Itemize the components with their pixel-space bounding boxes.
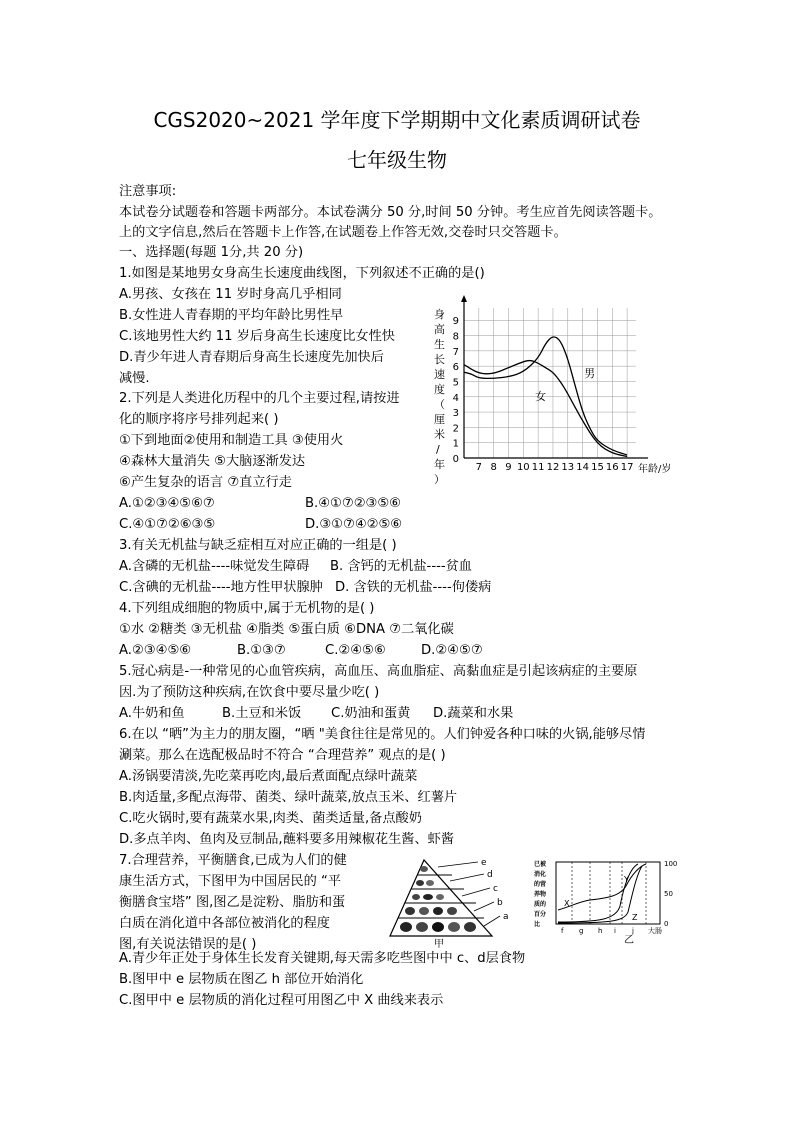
- digestion-xlabel: 大肠: [648, 927, 662, 935]
- digestion-xlabel: h: [598, 927, 603, 935]
- q6-stem-2: 涮菜。那么在选配极品时不符合 “合理营养” 观点的是( ): [119, 748, 446, 763]
- q4-option-a: A.②③④⑤⑥: [119, 643, 192, 658]
- notice-line-2: 上的文字信息,然后在答题卡上作答,在试题卷上作答无效,交卷时只交答题卡。: [119, 225, 567, 240]
- food-icon: [416, 880, 424, 886]
- q6-option-c: C.吃火锅时,要有蔬菜水果,肉类、菌类适量,备点酸奶: [119, 811, 422, 826]
- curve-y: [558, 864, 638, 922]
- label-leader: [450, 874, 484, 881]
- y-tick-label: 9: [452, 316, 459, 328]
- q4-stem: 4.下列组成细胞的物质中,属于无机物的是( ): [119, 601, 375, 616]
- q7-stem-2: 康生活方式，下图甲为中国居民的 “平: [119, 874, 342, 889]
- food-icon: [426, 880, 434, 886]
- q4-option-b: B.①③⑦: [237, 643, 286, 658]
- y-tick-label: 0: [452, 454, 459, 465]
- label-leader: [438, 862, 478, 867]
- q1-option-d: D.青少年进人青春期后身高生长速度先加快后: [119, 350, 384, 365]
- q5-stem-2: 因.为了预防这种疾病,在饮食中要尽量少吃( ): [119, 685, 380, 700]
- y-axis-arrow: [461, 295, 467, 302]
- y-tick-label: 5: [452, 377, 459, 389]
- q5-option-d: D.蔬菜和水果: [433, 706, 514, 721]
- digestion-xlabel: i: [614, 927, 616, 935]
- x-tick-label: 10: [516, 462, 530, 473]
- digestion-ytick: 50: [664, 890, 673, 898]
- y-tick-label: 1: [452, 438, 459, 450]
- pyramid-label: a: [503, 912, 509, 922]
- notice-line-1: 本试卷分试题卷和答题卡两部分。本试卷满分 50 分,时间 50 分钟。考生应首先阅读答题卡。: [119, 205, 662, 220]
- y-axis-title: 身高生长速度（厘米/年）: [434, 308, 445, 486]
- series-label-male: 男: [584, 366, 596, 380]
- food-pyramid-figure: [380, 856, 520, 948]
- q3-option-d: D. 含铁的无机盐----佝偻病: [335, 580, 492, 595]
- q4-option-d: D.②④⑤⑦: [421, 643, 483, 658]
- q1-option-a: A.男孩、女孩在 11 岁时身高几乎相同: [119, 287, 342, 302]
- q2-items-2: ④森林大量消失 ⑤大脑逐渐发达: [119, 454, 306, 469]
- digestion-ytick: 100: [664, 860, 678, 868]
- x-axis-title: 年龄/岁: [638, 464, 672, 475]
- food-icon: [420, 866, 428, 872]
- digestion-plot-frame: [556, 862, 660, 924]
- x-tick-label: 11: [531, 462, 545, 473]
- digestion-xlabel: j: [632, 927, 634, 935]
- y-tick-label: 7: [452, 346, 459, 358]
- q1-option-c: C.该地男性大约 11 岁后身高生长速度比女性快: [119, 329, 395, 344]
- label-leader: [484, 916, 500, 926]
- food-icon: [400, 922, 412, 932]
- food-icon: [464, 922, 476, 932]
- q2-option-c: C.④①⑦②⑥③⑤: [119, 517, 216, 532]
- label-leader: [474, 902, 494, 911]
- x-tick-label: 16: [605, 462, 619, 473]
- label-leader: [462, 888, 490, 896]
- y-tick-label: 4: [452, 392, 459, 404]
- q2-option-a: A.①②③④⑤⑥⑦: [119, 496, 215, 511]
- q5-option-c: C.奶油和蛋黄: [331, 706, 411, 721]
- curve-label-y: Y: [624, 875, 629, 884]
- q7-option-c: C.图甲中 e 层物质的消化过程可用图乙中 X 曲线来表示: [119, 993, 444, 1008]
- digestion-xlabel: f: [561, 927, 564, 935]
- x-tick-label: 12: [546, 462, 560, 473]
- q6-option-d: D.多点羊肉、鱼肉及豆制品,蘸料要多用辣椒花生酱、虾酱: [119, 832, 455, 847]
- pyramid-label: c: [493, 884, 498, 894]
- q4-option-c: C.②④⑤⑥: [325, 643, 386, 658]
- digestion-ytick: 0: [664, 920, 669, 928]
- food-icon: [423, 894, 433, 900]
- x-tick-label: 15: [591, 462, 604, 473]
- digestion-xlabel: g: [579, 927, 584, 935]
- q2-stem-2: 化的顺序将序号排列起来( ): [119, 412, 279, 427]
- x-tick-label: 8: [490, 462, 497, 473]
- q3-option-c: C.含碘的无机盐----地方性甲状腺肿: [119, 580, 323, 595]
- y-tick-label: 8: [452, 331, 459, 343]
- q7-option-a: A.青少年正处于身体生长发育关键期,每天需多吃些图中中 c、d层食物: [119, 951, 526, 966]
- y-tick-label: 6: [452, 362, 459, 374]
- x-tick-label: 13: [561, 462, 575, 473]
- food-icon: [405, 907, 415, 915]
- q7-stem-1: 7.合理营养，平衡膳食,已成为人们的健: [119, 853, 347, 868]
- pyramid-label: e: [481, 858, 487, 868]
- food-icon: [447, 907, 457, 915]
- series-line-female: [464, 361, 627, 457]
- digestion-ylabel: 已被 消化 的营 养物 质的 百分 比: [534, 861, 547, 928]
- x-tick-label: 9: [505, 462, 512, 473]
- q2-stem-1: 2.下列是人类进化历程中的几个主要过程,请按进: [119, 391, 400, 406]
- food-icon: [433, 907, 443, 915]
- curve-label-z: Z: [632, 913, 638, 922]
- curve-label-x: X: [564, 899, 570, 908]
- x-tick-label: 7: [475, 462, 483, 473]
- digestion-caption: 乙: [624, 935, 634, 946]
- notice-heading: 注意事项:: [119, 184, 177, 199]
- q6-stem-1: 6.在以 “晒”为主力的朋友圈，“晒 "美食往往是常见的。人们钟爱各种口味的火锅,能够尽情: [119, 727, 646, 742]
- page-subtitle: 七年级生物: [347, 148, 447, 172]
- q5-stem-1: 5.冠心病是-一种常见的心血管疾病，高血压、高血脂症、高黏血症是引起该病症的主要原: [119, 664, 638, 679]
- q3-stem: 3.有关无机盐与缺乏症相互对应正确的一组是( ): [119, 538, 397, 553]
- q7-option-b: B.图甲中 e 层物质在图乙 h 部位开始消化: [119, 972, 364, 987]
- q4-items: ①水 ②糖类 ③无机盐 ④脂类 ⑤蛋白质 ⑥DNA ⑦二氧化碳: [119, 622, 454, 637]
- y-tick-label: 2: [452, 423, 459, 435]
- q1-stem: 1.如图是某地男女身高生长速度曲线图，下列叙述不正确的是(): [119, 266, 485, 281]
- food-icon: [412, 894, 420, 900]
- curve-x: [558, 864, 646, 910]
- q2-items-3: ⑥产生复杂的语言 ⑦直立行走: [119, 475, 292, 490]
- series-label-female: 女: [535, 389, 547, 403]
- q7-stem-5: 图,有关说法错误的是( ): [119, 937, 257, 952]
- q1-option-b: B.女性进人青春期的平均年龄比男性早: [119, 308, 344, 323]
- x-tick-label: 14: [576, 462, 589, 473]
- q5-option-a: A.牛奶和鱼: [119, 706, 185, 721]
- q6-option-a: A.汤锅要清淡,先吃菜再吃肉,最后煮面配点绿叶蔬菜: [119, 769, 418, 784]
- y-tick-label: 3: [452, 408, 459, 420]
- q6-option-b: B.肉适量,多配点海带、菌类、绿叶蔬菜,放点玉米、红薯片: [119, 790, 458, 805]
- food-icon: [419, 907, 429, 915]
- q3-option-a: A.含磷的无机盐----味觉发生障碍: [119, 559, 310, 574]
- q3-option-b: B. 含钙的无机盐----贫血: [330, 559, 472, 574]
- q2-option-d: D.③①⑦④②⑤⑥: [305, 517, 403, 532]
- food-icon: [432, 922, 444, 932]
- food-icon: [436, 894, 444, 900]
- page-title: CGS2020~2021 学年度下学期期中文化素质调研试卷: [153, 108, 641, 132]
- pyramid-label: d: [487, 870, 493, 880]
- q1-option-d-cont: 减慢.: [119, 371, 150, 386]
- food-icon: [448, 922, 460, 932]
- q7-stem-4: 白质在消化道中各部位被消化的程度: [119, 916, 330, 931]
- food-icon: [416, 922, 428, 932]
- section-heading: 一、选择题(每题 1分,共 20 分): [119, 245, 304, 260]
- q2-option-b: B.④①⑦②③⑤⑥: [305, 496, 401, 511]
- pyramid-label: b: [497, 898, 503, 908]
- digestion-figure: [528, 856, 688, 944]
- q7-stem-3: 衡膳食宝塔” 图,图乙是淀粉、脂肪和蛋: [119, 895, 346, 910]
- x-tick-label: 17: [620, 462, 634, 473]
- q2-items-1: ①下到地面②使用和制造工具 ③使用火: [119, 433, 344, 448]
- q5-option-b: B.土豆和米饭: [222, 706, 302, 721]
- pyramid-caption: 甲: [434, 939, 444, 950]
- growth-velocity-chart: [420, 290, 672, 486]
